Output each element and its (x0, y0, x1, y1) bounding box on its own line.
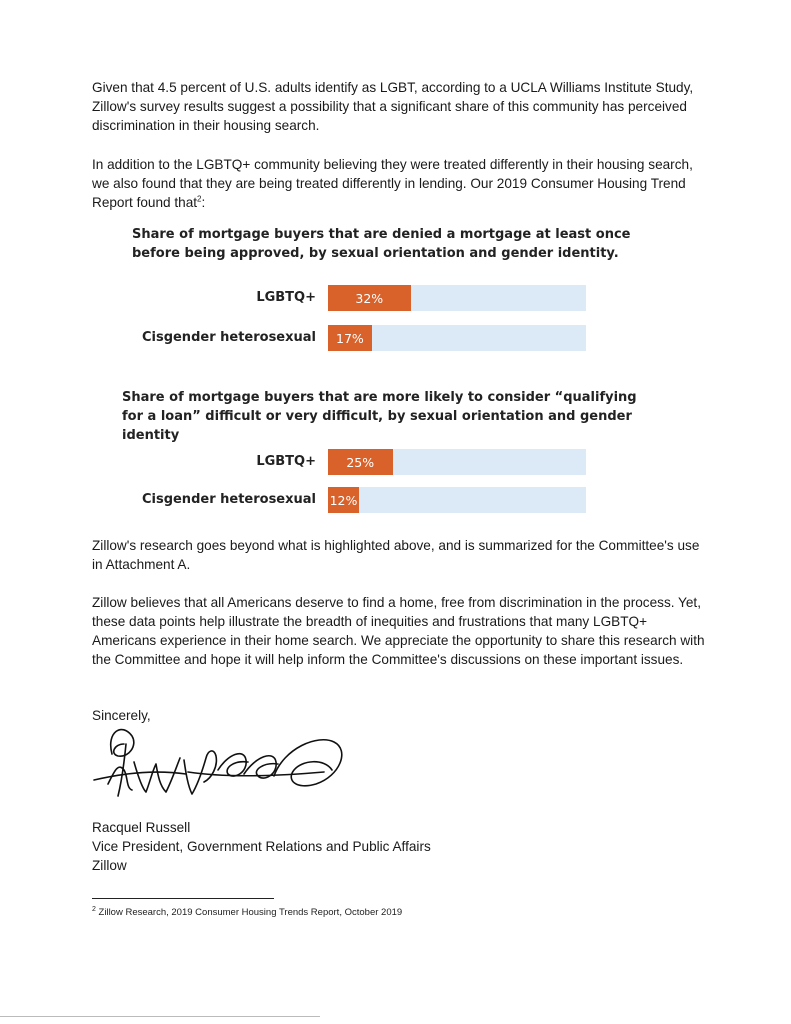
signer-name: Racquel Russell (92, 820, 191, 835)
footnote-number: 2 (92, 906, 96, 913)
signer-organization: Zillow (92, 858, 127, 873)
paragraph-lending-end: : (201, 195, 206, 210)
bar (328, 325, 372, 351)
bar-track (328, 449, 586, 475)
paragraph-lending-text: In addition to the LGBTQ+ community believing they were treated differently in their housing search, we also found that they are being treated differently in lending. Our 2019 Consumer Housing Trend Report found that (92, 157, 693, 210)
paragraph-lending (92, 155, 712, 212)
bar-label: LGBTQ+ (256, 454, 316, 469)
footnote-ref: 2 (197, 194, 202, 204)
signature-image (88, 714, 358, 810)
bar-value-label: 12% (329, 492, 358, 508)
bar-track (328, 487, 586, 513)
bar (328, 285, 411, 311)
bar-value-label: 32% (355, 290, 384, 306)
bar (328, 487, 359, 513)
bar-value-label: 25% (346, 454, 375, 470)
paragraph-research: Zillow's research goes beyond what is highlighted above, and is summarized for the Committee's use in Attachment A. (92, 538, 700, 572)
signer-title: Vice President, Government Relations and Public Affairs (92, 839, 431, 854)
footnote (92, 906, 402, 918)
bar-value-label: 17% (336, 330, 364, 346)
paragraph-lgbt-share: Given that 4.5 percent of U.S. adults identify as LGBT, according to a UCLA Williams Institute Study, Zillow's survey results suggest a possibility that a significant share of this community has perceived discrimination in their housing search. (92, 80, 694, 133)
footnote-text: Zillow Research, 2019 Consumer Housing Trends Report, October 2019 (95, 907, 403, 919)
divider (0, 1016, 320, 1017)
salutation: Sincerely, (92, 708, 151, 723)
bar-label: LGBTQ+ (256, 290, 316, 305)
bar-label: Cisgender heterosexual (141, 492, 316, 507)
chart-title: Share of mortgage buyers that are more likely to consider “qualifying for a loan” difficult or very difficult, by sexual orientation and gender identity (122, 390, 637, 443)
chart-title: Share of mortgage buyers that are denied a mortgage at least once before being approved, by sexual orientation and gender identity. (132, 227, 631, 261)
bar-label: Cisgender heterosexual (141, 330, 316, 345)
bar-track (328, 325, 586, 351)
bar-track (328, 285, 586, 311)
footnote-separator (92, 898, 274, 899)
paragraph-closing: Zillow believes that all Americans deserve to find a home, free from discrimination in the process. Yet, these data points help illustrate the breadth of inequities and frustrations that many LGBTQ+ Americans experience in their home search. We appreciate the opportunity to share this research with the Committee and hope it will help inform the Committee's discussions on these important issues. (92, 595, 705, 667)
bar (328, 449, 393, 475)
